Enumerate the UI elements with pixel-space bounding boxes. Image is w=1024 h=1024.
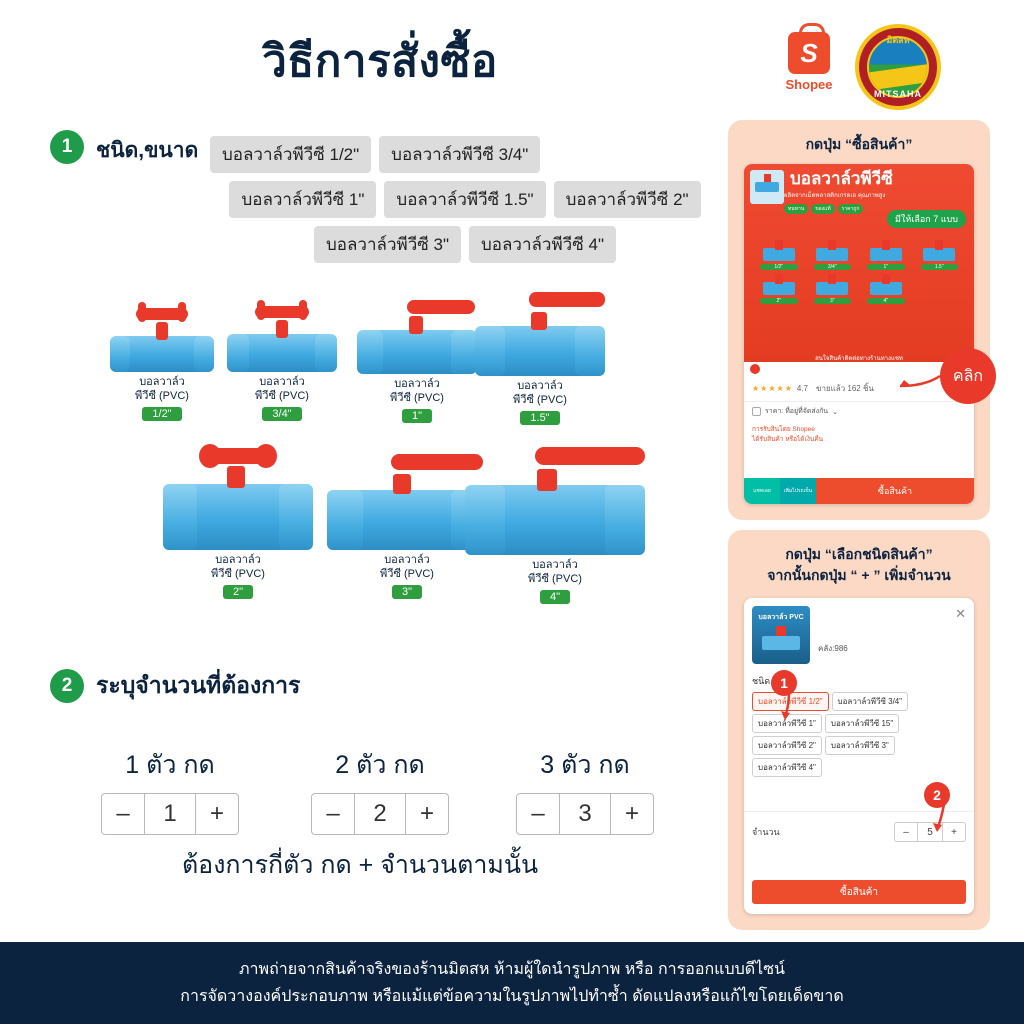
step-1-badge: 1 [50,130,84,164]
quantity-value[interactable]: 2 [354,794,406,834]
shopee-letter: S [800,37,818,68]
click-callout: คลิก [940,348,996,404]
product-gallery [60,280,720,630]
ad-footer-line1: สนใจสินค้าติดต่อทางร้านทางแชท [815,356,903,363]
variant-chip[interactable]: บอลวาล์วพีวีซี 4" [752,758,822,777]
ad-grid-size: 3" [814,298,852,304]
ad-size-grid [754,240,964,304]
product-size-badge: 2" [223,585,253,599]
footer-line-2: การจัดวางองค์ประกอบภาพ หรือแม้แต่ข้อความในรูปภาพไปทำซ้ำ ดัดแปลงหรือแก้ไขโดยเด็ดขาด [180,988,844,1005]
quantity-stepper[interactable] [516,793,654,835]
product-caption-line2: พีวีซี (PVC) [528,572,582,585]
panel-2-caption-line2: จากนั้นกดปุ่ม “ + ” เพิ่มจำนวน [767,567,951,583]
variant-chip[interactable]: บอลวาล์วพีวีซี 3" [825,736,895,755]
ad-grid-size: 1/2" [760,264,798,270]
product-caption-line2: พีวีซี (PVC) [135,389,189,402]
product-caption-line1: บอลวาล์ว [139,376,185,388]
ad-grid-item [915,240,965,270]
shipping-text: ราคา: ที่อยู่ที่จัดส่งกัน [765,408,829,415]
guarantee-line1: การรับสินโดย Shopee [752,426,815,433]
product-item [470,288,610,426]
ball-valve-illustration [163,440,313,550]
ad-badge: ของแท้ [811,204,834,214]
variant-group-label: ชนิด [752,676,771,686]
product-caption-line1: บอลวาล์ว [532,559,578,571]
product-size-badge: 1/2" [142,407,181,421]
step-2-badge: 2 [50,669,84,703]
ad-badge-row [784,204,893,214]
ad-badge: ราคาถูก [838,204,864,214]
product-size-badge: 1" [402,409,432,423]
sold-count: ขายแล้ว 162 ชิ้น [815,384,874,393]
pointer-arrow [898,370,942,390]
product-size-badge: 3/4" [262,407,301,421]
step-2-note: ต้องการกี่ตัว กด + จำนวนตามนั้น [181,851,539,879]
variant-chip[interactable]: บอลวาล์วพีวีซี 3/4" [832,692,909,711]
type-chip[interactable]: บอลวาล์วพีวีซี 4" [469,226,616,263]
product-size-badge: 3" [392,585,422,599]
ad-grid-item [754,240,804,270]
ad-grid-item [754,274,804,304]
product-caption-line1: บอลวาล์ว [215,554,261,566]
product-size-badge: 1.5" [520,411,559,425]
quantity-stepper[interactable] [311,793,449,835]
variant-buy-button[interactable]: ซื้อสินค้า [752,880,966,904]
add-to-cart-button[interactable]: เพิ่มไปรถเข็น [780,478,816,504]
product-caption-line2: พีวีซี (PVC) [390,391,444,404]
product-caption-line2: พีวีซี (PVC) [255,389,309,402]
chevron-down-icon: ⌄ [832,408,838,416]
quantity-value[interactable]: 1 [144,794,196,834]
ad-title: บอลวาล์วพีวีซี [790,169,893,188]
footer-notice [0,942,1024,1024]
ball-valve-illustration [227,300,337,372]
guarantee-line2: ได้รับสินค้า หรือได้เงินคืน [752,435,824,443]
buy-now-button[interactable]: ซื้อสินค้า [816,478,974,504]
type-chip[interactable]: บอลวาล์วพีวีซี 1/2" [210,136,371,173]
step-1 [50,130,198,167]
ad-grid-item [861,274,911,304]
ad-grid-item [808,274,858,304]
panel-2-caption-line1: กดปุ่ม “เลือกชนิดสินค้า” [785,546,933,562]
mitsaha-logo [855,24,941,110]
increment-button[interactable]: + [624,800,639,827]
product-item [222,300,342,422]
product-caption-line2: พีวีซี (PVC) [513,393,567,406]
product-ad-image [744,164,974,376]
ad-badge: ทนทาน [784,204,808,214]
type-chip[interactable]: บอลวาล์วพีวีซี 3" [314,226,461,263]
increment-button[interactable]: + [419,800,434,827]
variant-chip-selected[interactable]: บอลวาล์วพีวีซี 1/2" [752,692,829,711]
quantity-value[interactable]: 5 [917,823,943,841]
ad-grid-size: 4" [867,298,905,304]
variant-chip[interactable]: บอลวาล์วพีวีซี 15" [825,714,899,733]
guarantee-row [744,421,974,449]
ad-header [750,170,893,214]
bottom-action-bar [744,478,974,504]
qty-title: 1 ตัว กด [125,751,215,779]
variant-chip[interactable]: บอลวาล์วพีวีซี 1" [752,714,822,733]
panel-1-caption: กดปุ่ม “ซื้อสินค้า” [805,136,913,152]
type-chip[interactable]: บอลวาล์วพีวีซี 1" [229,181,376,218]
product-item [102,300,222,422]
ad-variant-badge: มีให้เลือก 7 แบบ [887,210,966,228]
product-item [158,440,318,600]
rating-value: 4.7 [796,384,808,393]
panel-select-step [728,530,990,930]
increment-button[interactable]: + [951,826,957,838]
product-size-badge: 4" [540,590,570,604]
product-thumbnail [752,606,810,664]
quantity-stepper[interactable] [101,793,239,835]
quantity-value[interactable]: 3 [559,794,611,834]
ball-valve-illustration [465,445,645,555]
product-caption-line2: พีวีซี (PVC) [380,567,434,580]
page-title: วิธีการสั่งซื้อ [262,37,498,86]
qty-label: จำนวน [752,827,780,837]
decrement-button[interactable]: – [116,800,130,827]
variant-picker-screen [744,598,974,914]
shopee-logo [778,32,840,92]
qty-title: 3 ตัว กด [540,751,630,779]
type-chip[interactable]: บอลวาล์วพีวีซี 1.5" [384,181,545,218]
shipping-row[interactable] [744,401,974,421]
ad-grid-size: 3/4" [814,264,852,270]
qty-example-1 [80,745,260,835]
stock-text: คลัง:986 [818,644,848,653]
step-1-label: ชนิด,ขนาด [96,139,199,162]
product-caption-line1: บอลวาล์ว [384,554,430,566]
ball-valve-illustration [357,294,477,374]
ad-grid-item [808,240,858,270]
variant-header [744,598,974,672]
ball-valve-illustration [475,288,605,376]
type-chip[interactable]: บอลวาล์วพีวีซี 3/4" [379,136,540,173]
qty-example-3 [495,745,675,835]
decrement-button[interactable]: – [903,826,909,838]
increment-button[interactable]: + [209,800,224,827]
ad-grid-item [861,240,911,270]
mitsaha-word: MITSAHA [874,89,922,99]
close-icon[interactable]: ✕ [955,606,966,621]
variant-chip[interactable]: บอลวาล์วพีวีซี 2" [752,736,822,755]
decrement-button[interactable]: – [531,800,545,827]
panel-2-caption [728,544,990,586]
product-item [352,294,482,424]
type-chip-list [210,136,720,271]
product-item [460,445,650,605]
ad-grid-size: 1" [867,264,905,270]
ad-grid-size: 1.5" [921,264,959,270]
step-2 [50,668,300,704]
shop-badge-icon [750,364,760,374]
qty-example-2 [290,745,470,835]
decrement-button[interactable]: – [326,800,340,827]
shopee-bag-icon [788,32,830,74]
product-caption-line1: บอลวาล์ว [517,380,563,392]
product-caption-line2: พีวีซี (PVC) [211,567,265,580]
mitsaha-top-text: มิตสห [886,35,910,45]
marker-2: 2 [924,782,950,808]
step-2-label: ระบุจำนวนที่ต้องการ [96,672,301,698]
panel-buy-step [728,120,990,520]
qty-title: 2 ตัว กด [335,751,425,779]
ad-subtitle: ผลิตจากเม็ดพลาสติกเกรดเอ คุณภาพสูง [784,193,886,199]
shopee-product-screen [744,164,974,504]
truck-icon [752,407,761,416]
chat-button[interactable]: แชทเลย [744,478,780,504]
thumbnail-label: บอลวาล์ว PVC [758,614,804,621]
product-caption-line1: บอลวาล์ว [394,378,440,390]
ad-thumb-icon [750,170,784,204]
type-chip[interactable]: บอลวาล์วพีวีซี 2" [554,181,701,218]
product-caption-line1: บอลวาล์ว [259,376,305,388]
ad-grid-size: 2" [760,298,798,304]
footer-line-1: ภาพถ่ายจากสินค้าจริงของร้านมิตสห ห้ามผู้ใดนำรูปภาพ หรือ การออกแบบดีไซน์ [239,960,785,978]
ball-valve-illustration [110,300,214,372]
shopee-label: Shopee [785,77,833,92]
stars-icon: ★★★★★ [752,384,793,393]
marker-1: 1 [771,670,797,696]
